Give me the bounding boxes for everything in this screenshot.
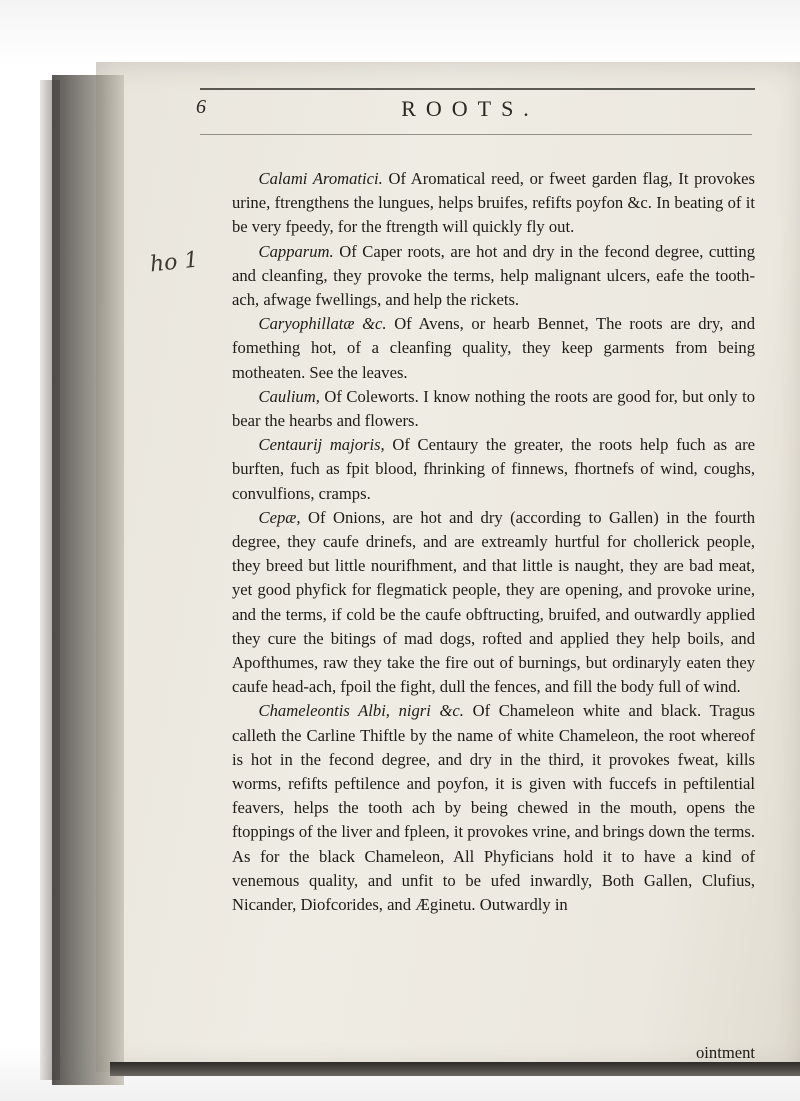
running-head: ROOTS.	[401, 96, 539, 121]
entry-calami	[232, 167, 755, 240]
entry-text: Of Centaury the greater, the roots help fuch as are burften, fuch as fpit blood, fhrinking of finnews, fhortnefs of wind, coughs, convulfions, cramps.	[232, 435, 755, 503]
book-binding-shadow	[52, 75, 124, 1085]
entry-lemma: Cepæ,	[258, 507, 301, 527]
entry-lemma: Centaurij majoris,	[258, 435, 385, 455]
bottom-page-edge	[110, 1062, 800, 1076]
catchword: ointment	[696, 1043, 755, 1062]
entry-text: Of Avens, or hearb Bennet, The roots are dry, and fomething hot, of a cleanfing quality, they keep garments from being motheaten. See the leaves.	[232, 314, 756, 382]
entry-text: Of Onions, are hot and dry (according to Gallen) in the fourth degree, they caufe drinefs, and are extreamly hurtful for chollerick people, they breed but little nourifhment, and that little is naught, they are bad meat, yet good phyfick for flegmatick people, they are opening, and provoke urine, and the terms, if cold be the caufe obftructing, bruifed, and outwardly applied they cure the bitings of mad dogs, rofted and applied they help boils, and Apofthumes, raw they take the fire out of burnings, but ordinaryly eaten they caufe head-ach, fpoil the fight, dull the fences, and fill the body full of wind.	[232, 507, 755, 697]
entry-lemma: Capparum.	[258, 241, 334, 261]
handwritten-margin-note: ho 1	[148, 247, 200, 278]
header-rule	[200, 134, 752, 135]
entry-caryophillatae	[232, 312, 755, 385]
entry-text: Of Caper roots, are hot and dry in the fecond degree, cutting and cleanfing, they provoke the terms, help malignant ulcers, eafe the tooth-ach, afwage fwellings, and help the rickets.	[232, 241, 755, 310]
top-rule	[200, 88, 755, 90]
entry-cepae	[232, 506, 755, 700]
page-header	[190, 96, 750, 132]
entry-capparum	[232, 240, 755, 313]
entry-lemma: Chameleontis Albi, nigri &c.	[258, 701, 464, 721]
page-number: 6	[196, 96, 206, 118]
entry-centaurij	[232, 433, 755, 506]
entry-lemma: Calami Aromatici.	[258, 169, 383, 188]
entry-caulium	[232, 385, 755, 433]
entry-text: Of Chameleon white and black. Tragus calleth the Carline Thiftle by the name of white Chameleon, the root whereof is hot in the fecond degree, and dry in the third, it provokes fweat, kills worms, refifts peftilence and poyfon, it is given with fuccefs in peftilential feavers, helps the tooth ach by being chewed in the mouth, opens the ftoppings of the liver and fpleen, it provokes vrine, and brings down the terms. As for the black Chameleon, All Phyficians hold it to have a kind of venemous quality, and unfit to be ufed inwardly, Both Gallen, Clufius, Nicander, Diofcorides, and Æginetu. Outwardly in	[232, 701, 755, 915]
body-text	[232, 167, 755, 917]
entry-lemma: Caulium,	[258, 386, 320, 406]
entry-lemma: Caryophillatæ &c.	[258, 314, 387, 334]
entry-chameleontis	[232, 699, 755, 917]
entry-text: Of Aromatical reed, or fweet garden flag, It provokes urine, ftrengthens the lungues, helps bruifes, refifts poyfon &c. In beating of it be very fpeedy, for the ftrength will quickly fly out.	[232, 169, 755, 237]
entry-text: Of Coleworts. I know nothing the roots are good for, but only to bear the hearbs and flowers.	[232, 386, 755, 431]
